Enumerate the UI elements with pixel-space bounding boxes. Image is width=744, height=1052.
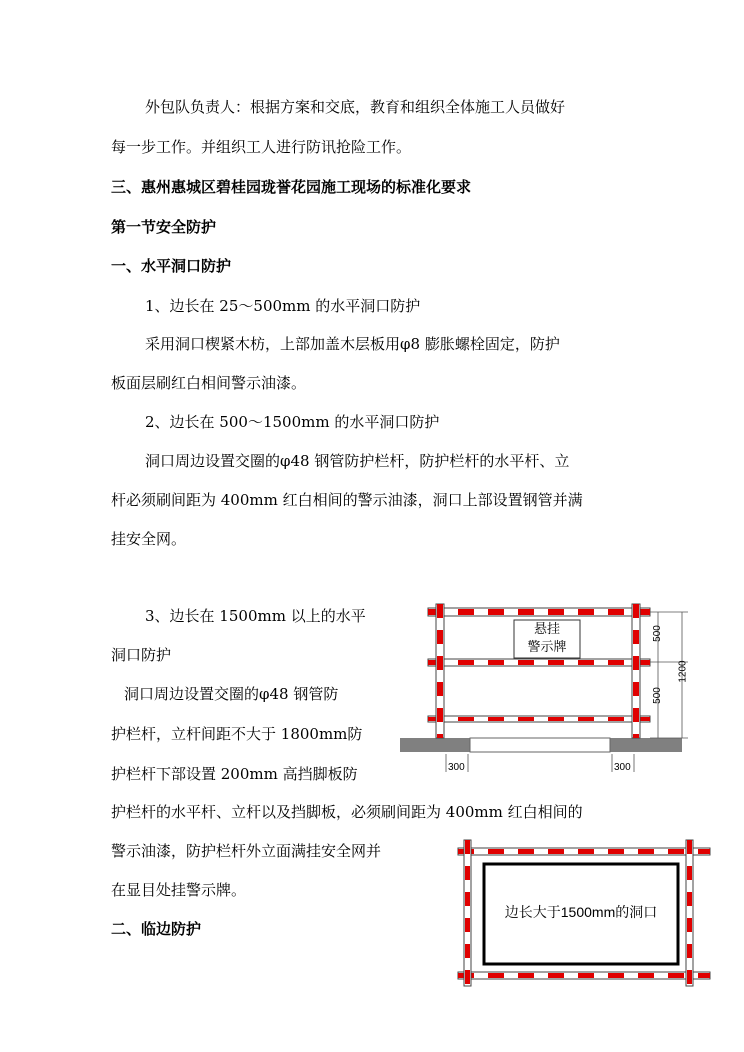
ground-right [610, 738, 682, 752]
sub1-heading: 一、水平洞口防护 [111, 257, 232, 275]
item1-body-line2: 板面层刷红白相间警示油漆。 [111, 374, 307, 392]
dim-300-right: 300 [614, 762, 631, 773]
dim-300-left: 300 [448, 762, 465, 773]
middle-rail [428, 659, 650, 666]
right-post [632, 604, 640, 738]
bottom-rail [428, 716, 650, 722]
ground-left [400, 738, 470, 752]
dim-1200: 1200 [677, 660, 689, 683]
item3-body-line2: 护栏杆，立杆间距不大于 1800mm防 [111, 725, 363, 743]
opening [470, 738, 610, 752]
sub2-heading: 二、临边防护 [111, 920, 202, 938]
item3-body-line6: 在显目处挂警示牌。 [111, 881, 247, 899]
sign-line1: 悬挂 [533, 621, 560, 636]
chapter1-heading: 第一节安全防护 [111, 218, 217, 236]
plan-left-rail [464, 840, 471, 986]
plan-right-rail [686, 840, 693, 986]
left-post [436, 604, 444, 738]
top-rail [428, 608, 650, 616]
item2-body-line2: 杆必须刷间距为 400mm 红白相间的警示油漆，洞口上部设置钢管并满 [111, 491, 583, 509]
item3-body-line3: 护栏杆下部设置 200mm 高挡脚板防 [111, 765, 358, 783]
section3-heading: 三、惠州惠城区碧桂园珑誉花园施工现场的标准化要求 [111, 178, 472, 196]
item2-title: 2、边长在 500～1500mm 的水平洞口防护 [145, 413, 440, 431]
sign-line2: 警示牌 [527, 639, 567, 654]
dim-500-bottom: 500 [651, 687, 663, 704]
opening-label: 边长大于1500mm的洞口 [504, 904, 658, 920]
item1-title: 1、边长在 25～500mm 的水平洞口防护 [145, 297, 421, 315]
item2-body-line3: 挂安全网。 [111, 530, 187, 548]
item3-body-line4: 护栏杆的水平杆、立杆以及挡脚板，必须刷间距为 400mm 红白相间的 [111, 803, 583, 821]
dim-500-top: 500 [651, 625, 663, 642]
item3-title-line2: 洞口防护 [111, 646, 172, 664]
item3-body-line5: 警示油漆，防护栏杆外立面满挂安全网并 [111, 842, 382, 860]
para1-line2: 每一步工作。并组织工人进行防讯抢险工作。 [111, 138, 412, 156]
item2-body-line1: 洞口周边设置交圈的φ48 钢管防护栏杆，防护栏杆的水平杆、立 [145, 452, 570, 470]
item3-title-line1: 3、边长在 1500mm 以上的水平 [145, 607, 366, 625]
sign-text [514, 620, 580, 656]
item3-body-line1: 洞口周边设置交圈的φ48 钢管防 [124, 685, 339, 703]
para1-line1: 外包队负责人：根据方案和交底，教育和组织全体施工人员做好 [145, 98, 566, 116]
plan-bottom-rail [458, 972, 710, 979]
plan-top-rail [458, 848, 710, 855]
item1-body-line1: 采用洞口楔紧木枋，上部加盖木层板用φ8 膨胀螺栓固定，防护 [145, 335, 560, 353]
